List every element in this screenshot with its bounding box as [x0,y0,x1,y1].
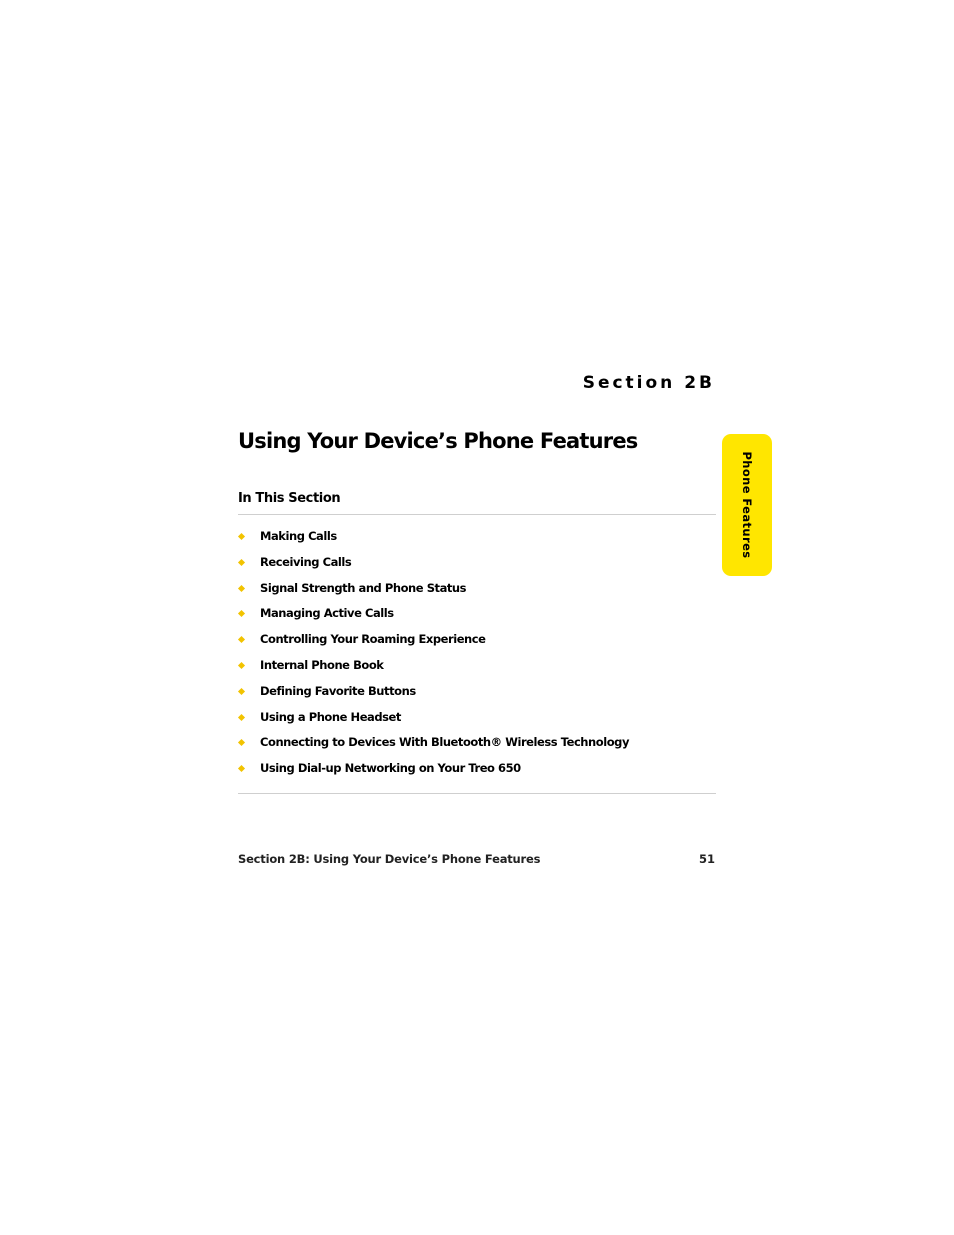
list-item [238,552,629,578]
page-title: Using Your Device’s Phone Features [238,429,638,453]
diamond-bullet-icon [238,662,245,669]
list-item-label: Managing Active Calls [260,606,394,621]
list-item [238,758,629,784]
list-item-label: Using Dial-up Networking on Your Treo 650 [260,761,521,776]
heading-divider [238,514,716,515]
list-item-label: Using a Phone Headset [260,709,401,724]
list-item-label: Signal Strength and Phone Status [260,580,467,595]
list-item [238,629,629,655]
list-item-label: Defining Favorite Buttons [260,683,416,698]
list-item [238,681,629,707]
list-item-label: Connecting to Devices With Bluetooth® Wireless Technology [260,735,630,750]
list-item [238,526,629,552]
section-contents-list [238,526,629,784]
footer-running-title: Section 2B: Using Your Device’s Phone Features [238,852,541,866]
list-item [238,707,629,733]
diamond-bullet-icon [238,688,245,695]
list-item [238,578,629,604]
side-tab-label: Phone Features [740,451,754,559]
side-tab [722,434,772,576]
diamond-bullet-icon [238,714,245,721]
section-end-divider [238,793,716,794]
diamond-bullet-icon [238,636,245,643]
diamond-bullet-icon [238,559,245,566]
section-label: Section 2B [582,373,715,393]
list-item-label: Controlling Your Roaming Experience [260,632,486,647]
list-item-label: Making Calls [260,529,337,543]
list-item-label: Receiving Calls [260,554,352,569]
in-this-section-heading: In This Section [238,491,341,506]
list-item [238,655,629,681]
diamond-bullet-icon [238,533,245,540]
list-item [238,603,629,629]
list-item-label: Internal Phone Book [260,657,384,672]
page-number: 51 [698,852,715,866]
diamond-bullet-icon [238,739,245,746]
diamond-bullet-icon [238,610,245,617]
diamond-bullet-icon [238,765,245,772]
list-item [238,732,629,758]
diamond-bullet-icon [238,585,245,592]
